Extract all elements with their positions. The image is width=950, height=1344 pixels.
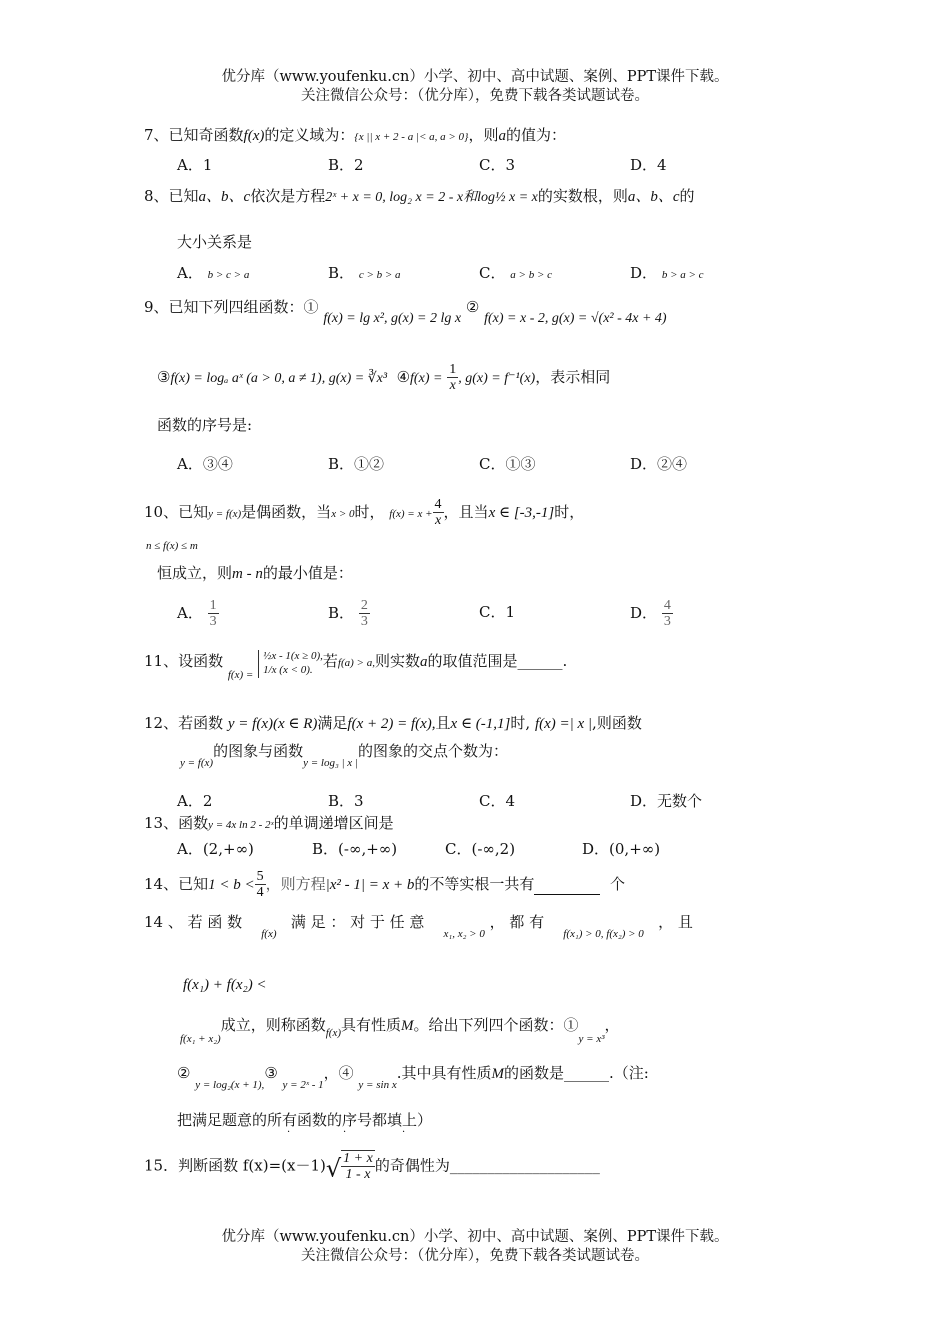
question-8-stem: 8、已知a、b、c依次是方程2ˣ + x = 0, log₂ x = 2 - x和log½ x = x的实数根，则a、b、c的 (144, 187, 695, 205)
emphasis-dot: · (402, 1127, 406, 1138)
emphasis-dot: · (343, 1127, 347, 1138)
q12-option-c: C．4 (479, 792, 516, 810)
q8-option-b: B． c > b > a (328, 264, 401, 282)
question-9-line-2: ③f(x) = logₐ aˣ (a > 0, a ≠ 1), g(x) = ∛x³ ④f(x) = $\frac{1}{x}$ , g(x) = f⁻¹(x)，表示相同 (157, 362, 611, 394)
q12-option-a: A．2 (177, 792, 213, 810)
q7-option-d: D．4 (630, 156, 667, 174)
footer-line-2: 关注微信公众号：（优分库），免费下载各类试题试卷。 (301, 1248, 649, 1264)
question-9-line-3: 函数的序号是: (157, 416, 253, 434)
emphasis-dot: · (287, 1127, 291, 1138)
q9-option-b: B．①② (328, 455, 385, 473)
header-line-1: 优分库（www.youfenku.cn）小学、初中、高中试题、案例、PPT课件下载。 (221, 69, 729, 85)
q13-option-a: A．(2,+∞) (177, 840, 254, 858)
q13-option-b: B．(-∞,+∞) (312, 840, 398, 858)
q10-option-a: A． $\frac{1}{3}$ (177, 598, 217, 630)
question-14b-stem: 14 、 若 函 数 $_{f(x)}$ 满 足 ： 对 于 任 意 $_{x_1, x_2 > 0}$ ， 都 有 $_{f(x_1) > 0, f(x_2) > 0}$ ， 且 (144, 913, 693, 940)
question-10-line-2: n ≤ f(x) ≤ m (146, 540, 198, 552)
q13-option-d: D．(0,+∞) (582, 840, 661, 858)
q10-option-d: D． $\frac{4}{3}$ (630, 598, 671, 630)
q13-option-c: C．(-∞,2) (445, 840, 516, 858)
q7-option-a: A．1 (177, 156, 213, 174)
q8-option-a: A． b > c > a (177, 264, 250, 282)
question-7-stem: 7、已知奇函数f(x)的定义域为：{x || x + 2 - a |< a, a > 0}，则a的值为： (144, 126, 566, 144)
q7-option-b: B．2 (328, 156, 364, 174)
question-12-line-2: $_{y = f(x)}$的图象与函数$_{y = log_3 | x |}$的图象的交点个数为： (180, 742, 508, 769)
question-12-stem: 12、若函数 y = f(x)(x ∈ R)满足f(x + 2) = f(x),且x ∈ (-1,1]时, f(x) =| x |,则函数 (144, 714, 642, 732)
q7-option-c: C．3 (479, 156, 516, 174)
question-13-stem: 13、函数y = 4x ln 2 - 2ˣ的单调递增区间是 (144, 814, 394, 832)
q9-option-d: D．②④ (630, 455, 688, 473)
question-10-line-3: 恒成立，则m - n的最小值是： (157, 564, 353, 582)
q10-option-b: B． $\frac{2}{3}$ (328, 598, 368, 630)
question-11-stem: 11、设函数 $_{f(x) =}$ ½x - 1(x ≥ 0), 1/x (x < 0). 若f(a) > a,则实数a的取值范围是______. (144, 650, 568, 681)
q9-option-a: A．③④ (177, 455, 233, 473)
q9-option-c: C．①③ (479, 455, 536, 473)
header-line-2: 关注微信公众号：（优分库），免费下载各类试题试卷。 (301, 88, 649, 104)
question-8-line-2: 大小关系是 (177, 233, 253, 251)
question-14a-stem: 14、已知1 < b < $\frac{5}{4}$ ，则方程|x² - 1| = x + b的不等实根一共有 个 (144, 869, 625, 901)
question-14b-line-3: $_{f(x_1 + x_2)}$成立，则称函数$_{f(x)}$具有性质M。给出下列四个函数：$①_{y = x^3}$， (180, 1016, 620, 1045)
q12-option-d: D．无数个 (630, 792, 703, 810)
footer-line-1: 优分库（www.youfenku.cn）小学、初中、高中试题、案例、PPT课件下载。 (221, 1229, 729, 1245)
q8-option-d: D． b > a > c (630, 264, 704, 282)
q8-option-c: C． a > b > c (479, 264, 552, 282)
question-14b-line-4: ② $_{y = log_2(x + 1),}$③ $_{y = 2ˣ - 1}$，④ $_{y = sin x}$.其中具有性质M的函数是______.（注: (177, 1064, 649, 1091)
question-10-stem: 10、已知y = f(x)是偶函数，当x > 0时， f(x) = x + $\frac{4}{x}$ ，且当x ∈ [-3,-1]时， (144, 497, 585, 529)
question-14b-line-2: f(x₁) + f(x₂) < (183, 977, 267, 993)
question-9-stem: 9、已知下列四组函数：① f(x) = lg x², g(x) = 2 lg x ② f(x) = x - 2, g(x) = √(x² - 4x + 4) (144, 298, 667, 326)
question-15-stem: 15．判断函数 f(x)=(x－1)√ $\frac{1 + x}{1 - x}$ 的奇偶性为____________________ (144, 1151, 600, 1183)
q10-option-c: C．1 (479, 603, 516, 621)
q12-option-b: B．3 (328, 792, 364, 810)
question-14b-line-5: 把满足题意的所有函数的序号都填上） (177, 1111, 433, 1129)
